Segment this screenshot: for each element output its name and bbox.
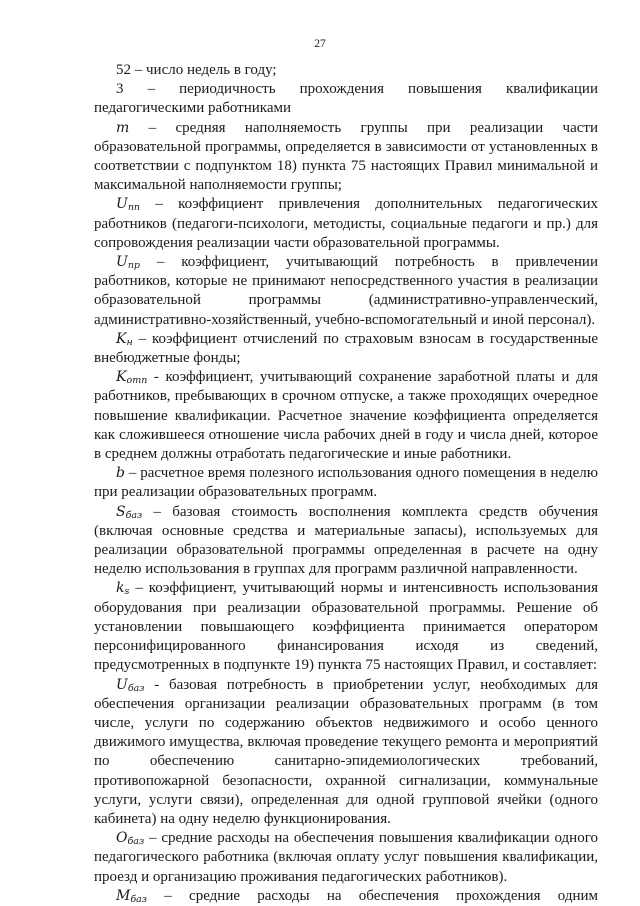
document-body bbox=[94, 61, 598, 906]
formula-symbol: $S_{баз}$ bbox=[116, 503, 143, 521]
paragraph bbox=[94, 253, 598, 330]
paragraph bbox=[94, 368, 598, 464]
paragraph-text: – коэффициент привлечения дополнительных педагогических работников (педагоги-психологи, методисты, социальные педагоги и пр.) для сопровождения реализации части образовательной программы. bbox=[94, 196, 598, 251]
formula-symbol: $U_{баз}$ bbox=[116, 676, 145, 694]
paragraph bbox=[94, 579, 598, 675]
paragraph-text: – средние расходы на обеспечения прохождения одним bbox=[147, 887, 598, 904]
paragraph-text: 52 – число недель в году; bbox=[116, 62, 277, 78]
formula-symbol: $K_{отп}$ bbox=[116, 369, 148, 387]
paragraph bbox=[94, 195, 598, 253]
formula-symbol: $M_{баз}$ bbox=[116, 887, 147, 905]
symbol-subscript: баз bbox=[130, 893, 147, 905]
paragraph-text: - коэффициент, учитывающий сохранение заработной платы и для работников, пребывающих в срочном отпуске, а также проходящих очередное повышение квалификации. Расчетное значение коэффициента определяется как сложившееся отношение числа рабочих дней в году и числа дней, которое в среднем должны отработать педагогические и иные работники. bbox=[94, 369, 598, 463]
paragraph bbox=[94, 887, 598, 906]
paragraph-text: – базовая стоимость восполнения комплекта средств обучения (включая основные средства и материальные запасы), используемых для реализации образовательной программы определенная в расчете на одну неделю использования в группах для программ различной направленности. bbox=[94, 503, 598, 578]
paragraph-text: - базовая потребность в приобретении услуг, необходимых для обеспечения организации реализации образовательных программ (в том числе, услуги по содержанию объектов недвижимого и особо ценного движимого имущества, включая проведение текущего ремонта и мероприятий по обеспечению санитарно-эпидемиологических требований, противопожарной безопасности, охранной сигнализации, коммунальные услуги, услуги связи), определенная для одной групповой ячейки (одного кабинета) на одну неделю функционирования. bbox=[94, 676, 598, 827]
paragraph-text: 3 – периодичность прохождения повышения квалификации педагогическими работниками bbox=[94, 81, 598, 117]
paragraph-text: – расчетное время полезного использования одного помещения в неделю при реализации образовательных программ. bbox=[94, 465, 598, 501]
symbol-subscript: отп bbox=[126, 375, 148, 387]
formula-symbol: $U_{пр}$ bbox=[116, 254, 141, 272]
symbol-subscript: s bbox=[124, 586, 130, 598]
paragraph-text: – коэффициент, учитывающий потребность в привлечении работников, которые не принимают непосредственного участия в реализации образовательной программы (административно-управленческий, административно-хозяйственный, учебно-вспомогательный и иной персонал). bbox=[94, 254, 598, 328]
paragraph bbox=[94, 464, 598, 502]
paragraph-text: – средние расходы на обеспечения повышения квалификации одного педагогического работника (включая оплату услуг повышения квалификации, проезд и организацию проживания педагогических работников). bbox=[94, 830, 598, 885]
symbol-subscript: баз bbox=[127, 836, 145, 848]
paragraph bbox=[94, 503, 598, 580]
paragraph bbox=[94, 61, 598, 80]
symbol-subscript: баз bbox=[125, 509, 143, 521]
paragraph-text: – средняя наполняемость группы при реализации части образовательной программы, определяется в зависимости от установленных в соответствии с подпунктом 18) пункта 75 настоящих Правил минимальной и максимальной наполняемости группы; bbox=[94, 119, 598, 194]
paragraph-text: – коэффициент отчислений по страховым взносам в государственные внебюджетные фонды; bbox=[94, 330, 598, 367]
paragraph bbox=[94, 829, 598, 887]
paragraph bbox=[94, 119, 598, 196]
symbol-subscript: н bbox=[126, 336, 133, 348]
formula-symbol: $U_{пп}$ bbox=[116, 196, 141, 214]
symbol-subscript: пп bbox=[127, 202, 141, 214]
paragraph bbox=[94, 330, 598, 368]
paragraph-text: – коэффициент, учитывающий нормы и интенсивность использования оборудования при реализации образовательной программы. Решение об установлении повышающего коэффициента принимается оператором персонифицированного финансирования исходя из сведений, предусмотренных в подпункте 19) пункта 75 настоящих Правил, и составляет: bbox=[94, 580, 598, 674]
formula-symbol: $K_н$ bbox=[116, 330, 133, 348]
page-number: 27 bbox=[314, 38, 326, 50]
formula-symbol: m bbox=[116, 119, 130, 136]
paragraph bbox=[94, 80, 598, 118]
formula-symbol: $O_{баз}$ bbox=[116, 830, 145, 848]
paragraph bbox=[94, 676, 598, 830]
symbol-subscript: пр bbox=[127, 260, 141, 272]
formula-symbol: b bbox=[116, 465, 125, 482]
symbol-subscript: баз bbox=[127, 682, 145, 694]
formula-symbol: $k_s$ bbox=[116, 580, 130, 598]
